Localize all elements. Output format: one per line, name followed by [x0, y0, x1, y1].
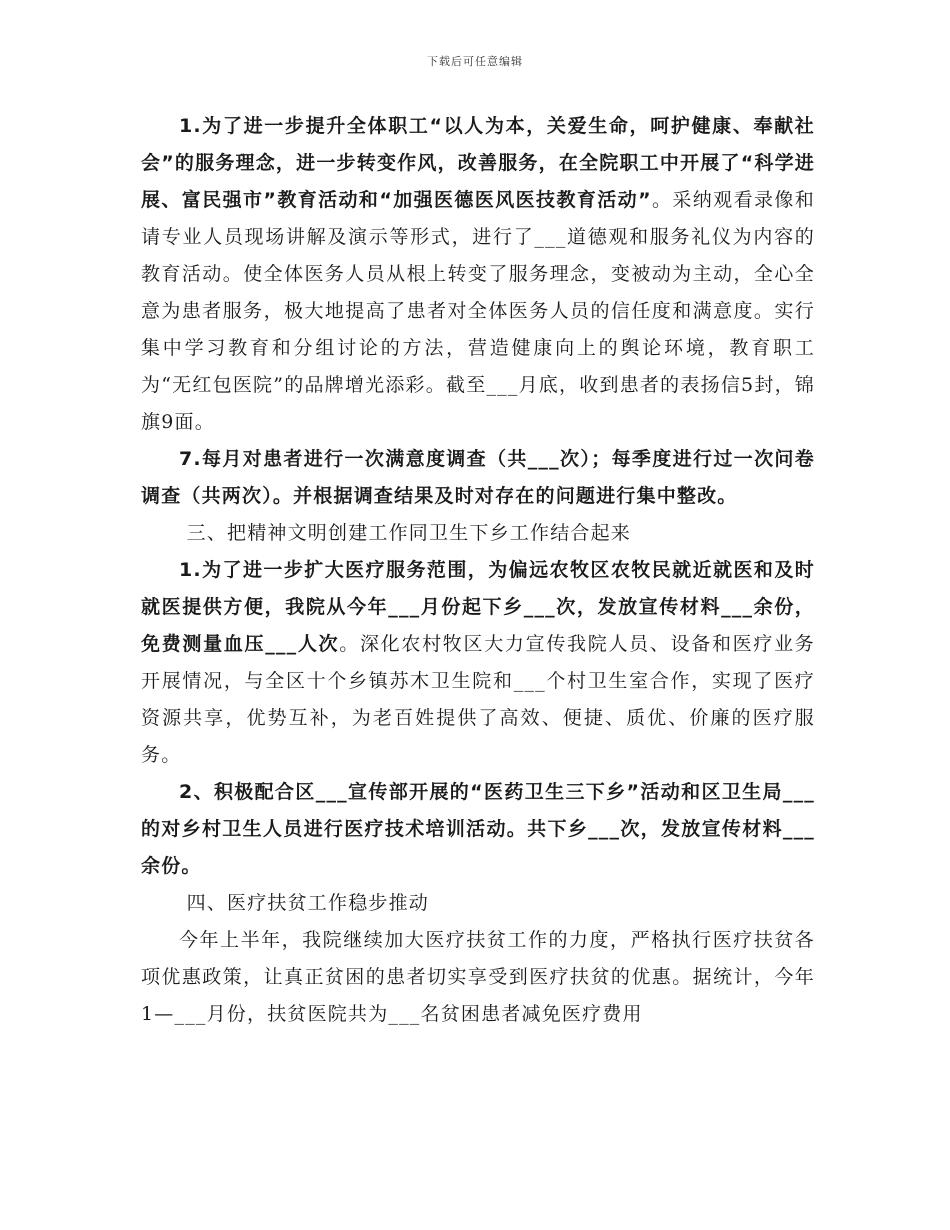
page-header-note: 下载后可任意编辑	[427, 55, 523, 68]
paragraph-education-activities	[141, 108, 815, 441]
paragraph-satisfaction-survey: 7.每月对患者进行一次满意度调查（共___次）；每季度进行过一次问卷调查（共两次）。并根据调查结果及时对存在的问题进行集中整改。	[141, 448, 815, 507]
paragraph-rural-service	[141, 552, 815, 774]
paragraph-plain-body: 。深化农村牧区大力宣传我院人员、设备和医疗业务开展情况，与全区十个乡镇苏木卫生院和___个村卫生室合作，实现了医疗资源共享，优势互补，为老百姓提供了高效、便捷、质优、价廉的医疗服务。	[141, 633, 816, 766]
paragraph-plain-body: 。采纳观看录像和请专业人员现场讲解及演示等形式，进行了___道德观和服务礼仪为内容的教育活动。使全体医务人员从根上转变了服务理念，变被动为主动，全心全意为患者服务，极大地提高了患者对全体医务人员的信任度和满意度。实行集中学习教育和分组讨论的方法，营造健康向上的舆论环境，教育职工为“无红包医院”的品牌增光添彩。截至___月底，收到患者的表扬信5封，锦旗9面。	[141, 189, 815, 433]
paragraph-bold-lead: 1.为了进一步提升全体职工“以人为本，关爱生命，呵护健康、奉献社会”的服务理念，进一步转变作风，改善服务，在全院职工中开展了“科学进展、富民强市”教育活动和“加强医德医风医技教育活动”	[141, 115, 815, 211]
section-heading-four: 四、医疗扶贫工作稳步推动	[186, 892, 429, 914]
paragraph-poverty-relief: 今年上半年，我院继续加大医疗扶贫工作的力度，严格执行医疗扶贫各项优惠政策，让真正贫困的患者切实享受到医疗扶贫的优惠。据统计，今年1—___月份，扶贫医院共为___名贫困患者减免医疗费用	[141, 929, 815, 1025]
document-body	[141, 108, 815, 1033]
paragraph-three-rural-activity: 2、积极配合区___宣传部开展的“医药卫生三下乡”活动和区卫生局___的对乡村卫生人员进行医疗技术培训活动。共下乡___次，发放宣传材料___余份。	[141, 781, 815, 877]
section-heading-three: 三、把精神文明创建工作同卫生下乡工作结合起来	[186, 522, 631, 544]
paragraph-bold-lead: 1.为了进一步扩大医疗服务范围，为偏远农牧区农牧民就近就医和及时就医提供方便，我院从今年___月份起下乡___次，发放宣传材料___余份，免费测量血压___人次	[141, 559, 815, 655]
